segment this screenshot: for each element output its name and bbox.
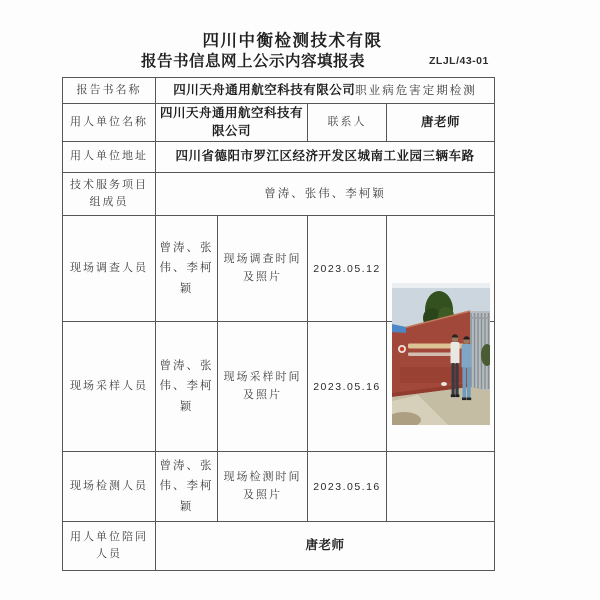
row-employer-address [63,142,495,173]
row-site-testing [63,452,495,522]
page-subtitle: 报告书信息网上公示内容填报表 [140,53,365,70]
site-sampling-date: 2023.05.16 [308,322,387,452]
contact-label: 联系人 [308,104,387,142]
row-employer-name [63,104,495,142]
accompanying-value: 唐老师 [156,522,495,571]
contact-value: 唐老师 [387,104,495,142]
employer-address-label: 用人单位地址 [63,142,156,173]
site-survey-members: 曾涛、张伟、李柯颖 [156,216,218,322]
employer-name-label: 用人单位名称 [63,104,156,142]
project-team-label: 技术服务项目组成员 [63,173,156,216]
employer-name-value: 四川天舟通用航空科技有限公司 [156,104,308,142]
employer-address-value: 四川省德阳市罗江区经济开发区城南工业园三辆车路 [156,142,495,173]
page-title: 四川中衡检测技术有限 [202,32,383,50]
row-project-team [63,173,495,216]
site-survey-time-label: 现场调查时间及照片 [218,216,308,322]
site-visit-photo [392,283,490,425]
report-name-company: 四川天舟通用航空科技有限公司 [173,83,356,98]
site-sampling-members: 曾涛、张伟、李柯颖 [156,322,218,452]
site-testing-date: 2023.05.16 [308,452,387,522]
report-name-value [156,78,495,104]
report-name-suffix: 职业病危害定期检测 [355,85,477,98]
accompanying-label: 用人单位陪同人员 [63,522,156,571]
site-sampling-label: 现场采样人员 [63,322,156,452]
row-report-name [63,78,495,104]
project-team-value: 曾涛、张伟、李柯颖 [156,173,495,216]
site-sampling-time-label: 现场采样时间及照片 [218,322,308,452]
site-testing-label: 现场检测人员 [63,452,156,522]
report-name-label: 报告书名称 [63,78,156,104]
site-survey-label: 现场调查人员 [63,216,156,322]
site-testing-time-label: 现场检测时间及照片 [218,452,308,522]
row-accompanying [63,522,495,571]
doc-code: ZLJL/43-01 [429,55,489,67]
site-survey-date: 2023.05.12 [308,216,387,322]
site-testing-photo-cell [387,452,495,522]
site-testing-members: 曾涛、张伟、李柯颖 [156,452,218,522]
